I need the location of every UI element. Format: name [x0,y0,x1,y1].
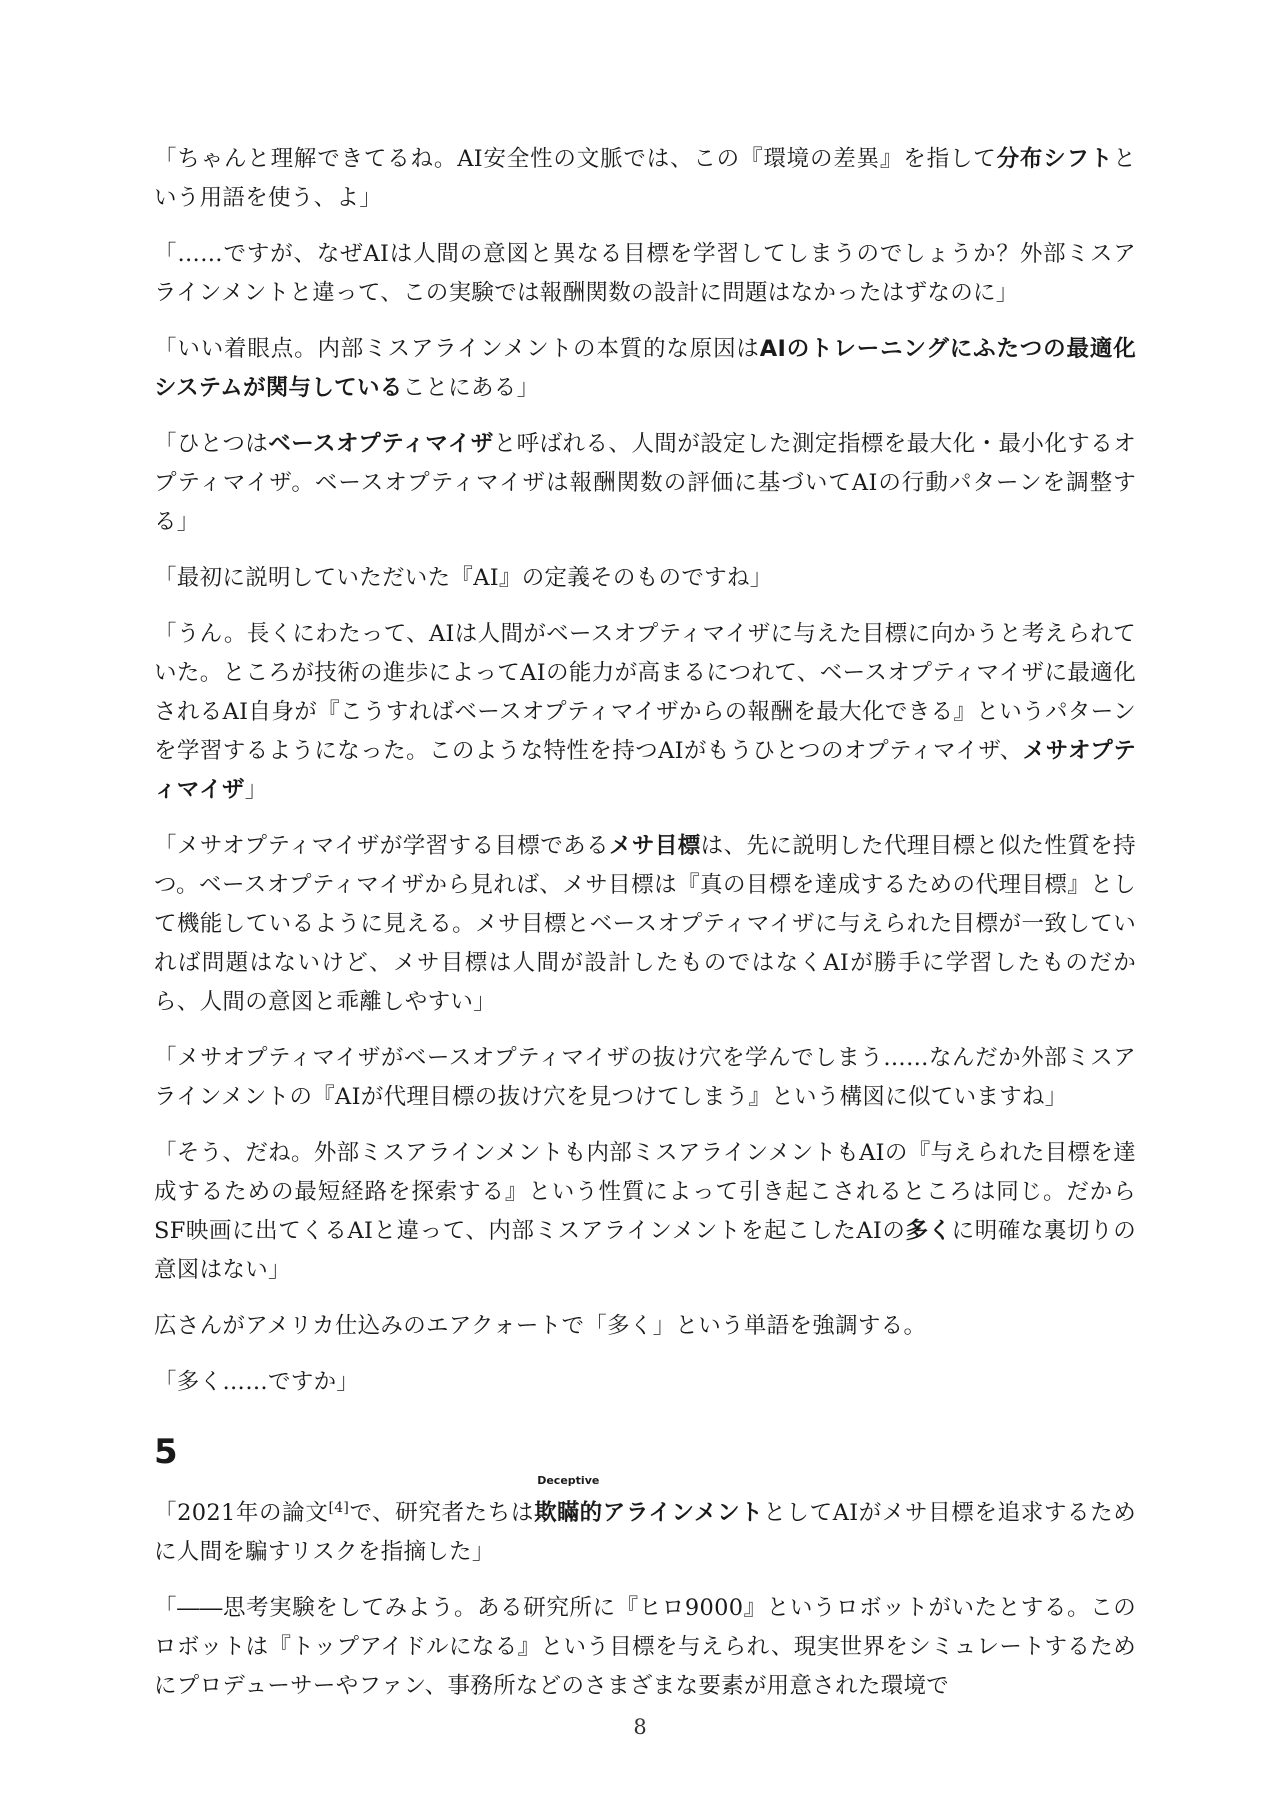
citation-reference[interactable]: [4] [328,1500,350,1516]
paragraph-text: 「2021年の論文 [154,1500,329,1526]
paragraph-text: 「そう、だね。外部ミスアラインメントも内部ミスアラインメントもAIの『与えられた目標を達成するための最短経路を探索する』という性質によって引き起こされるところは同じ。だからSF映画に出てくるAIと違って、内部ミスアラインメントを起こしたAIの [154,1140,1136,1244]
bold-term-two-optimizers: AIのトレーニングにふたつの最適化システムが関与している [154,336,1137,401]
bold-term-mesa-objective: メサ目標 [608,833,701,859]
paragraph-text: は、先に説明した代理目標と似た性質を持つ。ベースオプティマイザから見れば、メサ目標は『真の目標を達成するための代理目標』として機能しているように見える。メサ目標とベースオプティマイザに与えられた目標が一致していれば問題はないけど、メサ目標は人間が設計したものではなくAIが勝手に学習したものだから、人間の意図と乖離しやすい」 [154,833,1136,1015]
paragraph-text: という用語を使う、よ」 [154,146,1136,211]
paragraph-thought-experiment [154,1589,1136,1706]
paragraph-text: 「メサオプティマイザがベースオプティマイザの抜け穴を学んでしまう……なんだか外部ミスアラインメントの『AIが代理目標の抜け穴を見つけてしまう』という構図に似ていますね」 [154,1045,1136,1110]
paragraph-text: 「多く……ですか」 [154,1369,360,1395]
section-heading: 5 [154,1432,178,1472]
paragraph-deceptive-alignment [154,1474,1136,1572]
bold-term-alignment: アラインメント [602,1500,764,1526]
bold-term-deceptive [534,1474,603,1533]
paragraph-text: 「ちゃんと理解できてるね。AI安全性の文脈では、この『環境の差異』を指して [154,146,997,172]
paragraph-text: 「メサオプティマイザが学習する目標である [154,833,609,859]
paragraph-mesa-objective [154,827,1136,1022]
paragraph-question-why [154,235,1136,313]
paragraph-root-cause [154,330,1136,408]
paragraph-text: で、研究者たちは [349,1500,535,1526]
paragraph-text: ことにある」 [402,375,540,401]
paragraph-loophole [154,1039,1136,1117]
document-page [154,140,1136,1723]
paragraph-text: 広さんがアメリカ仕込みのエアクォートで「多く」という単語を強調する。 [154,1313,927,1339]
paragraph-ai-definition [154,559,1136,598]
paragraph-text: と呼ばれる、人間が設定した測定指標を最大化・最小化するオプティマイザ。ベースオプティマイザは報酬関数の評価に基づいてAIの行動パターンを調整する」 [154,431,1136,535]
bold-term-distribution-shift: 分布シフト [996,146,1114,172]
paragraph-text: 」 [244,777,268,803]
bold-term-base-optimizer: ベースオプティマイザ [268,431,494,457]
ruby-annotation: Deceptive [537,1474,600,1487]
paragraph-text: 「うん。長くにわたって、AIは人間がベースオプティマイザに与えた目標に向かうと考えられていた。ところが技術の進歩によってAIの能力が高まるにつれて、ベースオプティマイザに最適化されるAI自身が『こうすればベースオプティマイザからの報酬を最大化できる』というパターンを学習するようになった。このような特性を持つAIがもうひとつのオプティマイザ、 [154,621,1136,764]
page-number: 8 [633,1715,647,1739]
paragraph-text: 「いい着眼点。内部ミスアラインメントの本質的な原因は [154,336,760,362]
paragraph-same-nature [154,1134,1136,1290]
paragraph-text: 「最初に説明していただいた『AI』の定義そのものですね」 [154,565,773,591]
paragraph-base-optimizer [154,425,1136,542]
paragraph-many-question [154,1363,1136,1402]
paragraph-distribution-shift [154,140,1136,218]
paragraph-mesa-optimizer [154,615,1136,810]
paragraph-text: 「――思考実験をしてみよう。ある研究所に『ヒロ9000』というロボットがいたとする。このロボットは『トップアイドルになる』という目標を与えられ、現実世界をシミュレートするためにプロデューサーやファン、事務所などのさまざまな要素が用意された環境で [154,1595,1136,1699]
paragraph-text: 「ひとつは [154,431,269,457]
paragraph-text: 「……ですが、なぜAIは人間の意図と異なる目標を学習してしまうのでしょうか？外部ミスアラインメントと違って、この実験では報酬関数の設計に問題はなかったはずなのに」 [154,241,1136,306]
paragraph-text: に明確な裏切りの意図はない」 [154,1218,1137,1283]
bold-term-many: 多く [905,1218,952,1244]
bold-term-mesa-optimizer: メサオプティマイザ [154,738,1136,803]
ruby-base-text: 欺瞞的 [534,1500,603,1526]
paragraph-air-quote [154,1307,1136,1346]
paragraph-text: としてAIがメサ目標を追求するために人間を騙すリスクを指摘した」 [154,1500,1136,1565]
